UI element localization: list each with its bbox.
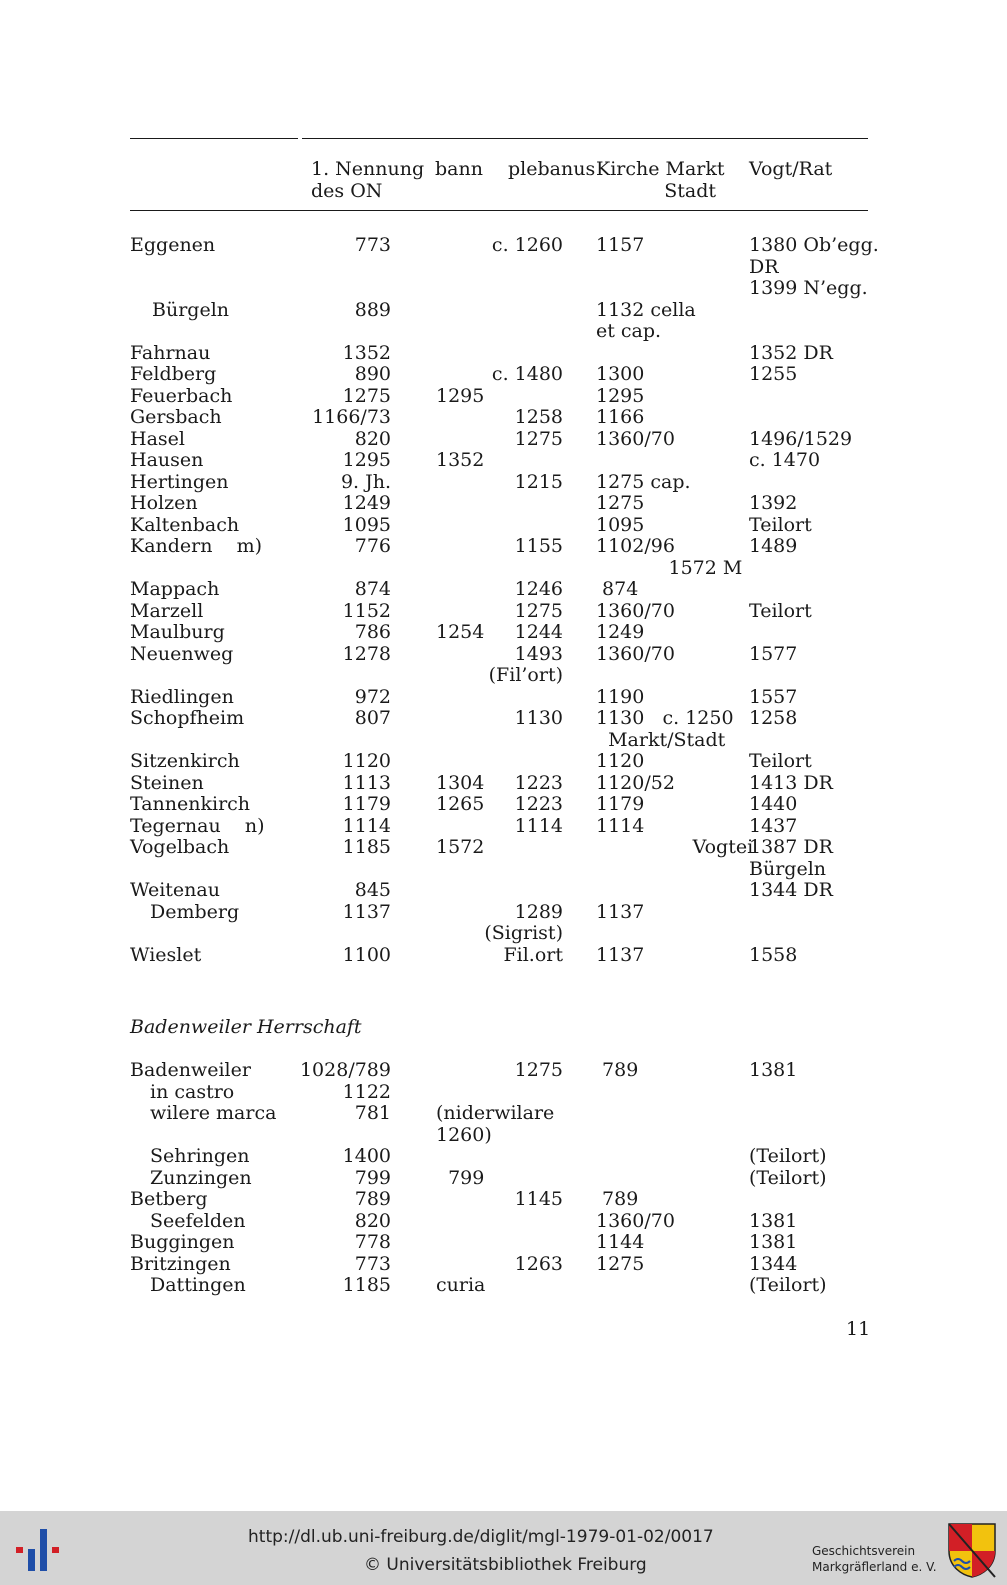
cell-nennung: 773 (354, 1252, 391, 1275)
cell-nennung: 1278 (342, 642, 391, 665)
cell-kirche: 1120 (596, 750, 645, 772)
cell-plebanus: 1275 (514, 427, 563, 450)
cell-bann: 1572 (436, 836, 485, 858)
cell-name: Hertingen (130, 470, 229, 493)
cell-nennung: 789 (354, 1188, 391, 1210)
cell-plebanus: 1155 (514, 535, 563, 557)
cell-nennung: 773 (354, 234, 391, 256)
footer-bar (0, 1511, 1007, 1585)
cell-name: Sehringen (150, 1145, 250, 1167)
cell-plebanus: 1258 (514, 406, 563, 428)
cell-name: Demberg (150, 900, 240, 923)
cell-nennung: 781 (354, 1102, 391, 1124)
cell-nennung: 1114 (342, 814, 391, 837)
cell-vogt: 1387 DR (749, 836, 833, 858)
cell-name: Vogelbach (130, 836, 230, 858)
cell-name: Hausen (130, 449, 204, 471)
cell-nennung: 1100 (342, 943, 391, 966)
cell-nennung: 890 (354, 363, 391, 385)
cell-name: Mappach (130, 578, 220, 600)
cell-kirche: 1130 c. 1250 (596, 707, 734, 729)
cell-bann: 799 (436, 1166, 485, 1189)
cell-kirche: 1157 (596, 234, 645, 256)
cell-kirche: 1360/70 (596, 642, 675, 665)
cell-vogt: 1496/1529 (749, 427, 853, 450)
cell-name: Gersbach (130, 406, 222, 428)
coat-of-arms-icon (946, 1521, 998, 1579)
cell-plebanus: c. 1260 (491, 234, 563, 256)
footer-url[interactable]: http://dl.ub.uni-freiburg.de/diglit/mgl-1979-01-02/0017 (248, 1527, 714, 1547)
cell-plebanus: 1244 (514, 621, 563, 643)
cell-kirche: 1144 (596, 1231, 645, 1253)
cell-bann: curia (436, 1274, 486, 1296)
cell-bann: 1260) (436, 1123, 492, 1146)
cell-nennung: 845 (354, 879, 391, 901)
cell-plebanus: c. 1480 (491, 363, 563, 385)
cell-vogt: 1344 (749, 1252, 798, 1275)
cell-nennung: 778 (354, 1231, 391, 1253)
cell-nennung: 820 (354, 1209, 391, 1232)
cell-kirche: 1095 (596, 513, 645, 536)
cell-vogt: 1381 (749, 1231, 798, 1253)
cell-vogt: 1380 Ob’egg. (749, 234, 879, 256)
cell-name: Betberg (130, 1188, 208, 1210)
cell-name: Sitzenkirch (130, 750, 240, 772)
cell-kirche: 1132 cella (596, 298, 696, 321)
cell-bann: 1295 (436, 384, 485, 407)
cell-name: Weitenau (130, 879, 220, 901)
cell-kirche: 1360/70 (596, 599, 675, 622)
cell-kirche: 1179 (596, 793, 645, 815)
footer-copyright: © Universitätsbibliothek Freiburg (364, 1555, 647, 1575)
cell-plebanus: (Fil’ort) (488, 664, 563, 686)
cell-kirche: 1295 (596, 384, 645, 407)
cell-kirche: 1275 cap. (596, 470, 691, 493)
cell-kirche: 874 (596, 578, 639, 600)
footer-society: Geschichtsverein Markgräflerland e. V. (812, 1544, 937, 1574)
cell-kirche: 1275 (596, 1252, 645, 1275)
cell-kirche: 1190 (596, 685, 645, 708)
header-rule (130, 210, 868, 211)
header-kirche-markt: Kirche Markt (596, 158, 725, 180)
top-rule-right (302, 138, 868, 139)
cell-nennung: 1249 (342, 492, 391, 514)
cell-plebanus: 1223 (514, 771, 563, 794)
cell-vogt: Teilort (749, 599, 812, 622)
cell-nennung: 874 (354, 578, 391, 600)
cell-plebanus: 1215 (514, 470, 563, 493)
top-rule-left (130, 138, 298, 139)
cell-nennung: 1275 (342, 384, 391, 407)
cell-nennung: 1095 (342, 513, 391, 536)
cell-bann: 1265 (436, 793, 485, 815)
cell-kirche: 1300 (596, 363, 645, 385)
cell-vogt: 1437 (749, 814, 798, 837)
cell-plebanus: 1275 (514, 1059, 563, 1081)
cell-kirche: 1572 M (596, 556, 743, 579)
cell-vogt: DR (749, 255, 779, 278)
cell-plebanus: (Sigrist) (484, 922, 563, 944)
cell-name: Kandern m) (130, 535, 263, 557)
cell-name: Neuenweg (130, 642, 234, 665)
cell-kirche: 1166 (596, 406, 645, 428)
cell-vogt: 1440 (749, 793, 798, 815)
cell-nennung: 972 (354, 685, 391, 708)
cell-name: Holzen (130, 492, 198, 514)
cell-plebanus: Fil.ort (503, 943, 563, 966)
cell-nennung: 9. Jh. (340, 470, 391, 493)
cell-name: Dattingen (150, 1274, 246, 1296)
cell-kirche: 1114 (596, 814, 645, 837)
cell-nennung: 820 (354, 427, 391, 450)
cell-nennung: 1185 (342, 1274, 391, 1296)
cell-bann: 1254 (436, 621, 485, 643)
cell-nennung: 1028/789 (299, 1059, 391, 1081)
header-plebanus: plebanus (508, 158, 596, 180)
cell-kirche: 789 (596, 1188, 639, 1210)
cell-nennung: 1179 (342, 793, 391, 815)
cell-nennung: 1137 (342, 900, 391, 923)
header-stadt: Stadt (664, 180, 716, 202)
cell-nennung: 1352 (342, 341, 391, 364)
cell-kirche: 1102/96 (596, 535, 675, 557)
cell-name: Schopfheim (130, 707, 245, 729)
cell-kirche: 1275 (596, 492, 645, 514)
cell-name: Tannenkirch (130, 793, 251, 815)
cell-name: Wieslet (130, 943, 202, 966)
cell-plebanus: 1114 (514, 814, 563, 837)
cell-vogt: 1381 (749, 1209, 798, 1232)
cell-name: Maulburg (130, 621, 225, 643)
cell-vogt: 1392 (749, 492, 798, 514)
cell-name: Tegernau n) (130, 814, 265, 837)
cell-plebanus: 1289 (514, 900, 563, 923)
cell-vogt: (Teilort) (749, 1274, 827, 1296)
cell-vogt: 1381 (749, 1059, 798, 1081)
cell-plebanus: 1246 (514, 578, 563, 600)
header-vogt: Vogt/Rat (749, 158, 833, 180)
cell-vogt: (Teilort) (749, 1145, 827, 1167)
cell-nennung: 1113 (342, 771, 391, 794)
cell-vogt: 1413 DR (749, 771, 833, 794)
cell-kirche: 1137 (596, 943, 645, 966)
library-logo-icon (14, 1525, 64, 1575)
cell-vogt: 1255 (749, 363, 798, 385)
cell-vogt: Teilort (749, 513, 812, 536)
cell-bann: 1304 (436, 771, 485, 794)
cell-plebanus: 1145 (514, 1188, 563, 1210)
cell-kirche: Markt/Stadt (596, 728, 726, 751)
cell-name: Marzell (130, 599, 204, 622)
cell-vogt: 1577 (749, 642, 798, 665)
cell-name: Kaltenbach (130, 513, 240, 536)
cell-plebanus: 1223 (514, 793, 563, 815)
section-title: Badenweiler Herrschaft (130, 1016, 362, 1038)
cell-name: Seefelden (150, 1209, 246, 1232)
cell-nennung: 1400 (342, 1145, 391, 1167)
cell-kirche: Vogtei (596, 836, 754, 858)
cell-vogt: (Teilort) (749, 1166, 827, 1189)
cell-vogt: 1352 DR (749, 341, 833, 364)
header-nennung: 1. Nennung des ON (311, 158, 425, 202)
cell-name: Buggingen (130, 1231, 235, 1253)
cell-name: wilere marca (150, 1102, 277, 1124)
cell-vogt: Bürgeln (749, 857, 827, 880)
cell-name: Zunzingen (150, 1166, 252, 1189)
cell-vogt: 1258 (749, 707, 798, 729)
cell-nennung: 889 (354, 298, 391, 321)
cell-name: Feuerbach (130, 384, 233, 407)
cell-name: Britzingen (130, 1252, 231, 1275)
cell-kirche: 789 (596, 1059, 639, 1081)
cell-name: Hasel (130, 427, 185, 450)
cell-bann: (niderwilare (436, 1102, 555, 1124)
page-number: 11 (846, 1318, 871, 1340)
cell-name: Riedlingen (130, 685, 234, 708)
cell-name: Steinen (130, 771, 204, 794)
cell-plebanus: 1263 (514, 1252, 563, 1275)
cell-nennung: 1185 (342, 836, 391, 858)
cell-name: Bürgeln (152, 298, 230, 321)
cell-name: Badenweiler (130, 1059, 251, 1081)
cell-nennung: 1120 (342, 750, 391, 772)
cell-nennung: 1166/73 (312, 406, 391, 428)
cell-kirche: 1120/52 (596, 771, 675, 794)
cell-nennung: 799 (354, 1166, 391, 1189)
cell-vogt: c. 1470 (749, 449, 821, 471)
cell-plebanus: 1493 (514, 642, 563, 665)
cell-kirche: 1137 (596, 900, 645, 923)
header-bann: bann (435, 158, 483, 180)
cell-nennung: 1122 (342, 1080, 391, 1103)
cell-name: Feldberg (130, 363, 217, 385)
cell-nennung: 776 (354, 535, 391, 557)
cell-plebanus: 1130 (514, 707, 563, 729)
cell-vogt: 1344 DR (749, 879, 833, 901)
cell-nennung: 786 (354, 621, 391, 643)
cell-vogt: 1399 N’egg. (749, 277, 868, 299)
cell-plebanus: 1275 (514, 599, 563, 622)
cell-kirche: 1360/70 (596, 1209, 675, 1232)
cell-kirche: 1249 (596, 621, 645, 643)
cell-name: in castro (150, 1080, 235, 1103)
cell-bann: 1352 (436, 449, 485, 471)
cell-name: Fahrnau (130, 341, 211, 364)
cell-vogt: 1558 (749, 943, 798, 966)
cell-nennung: 807 (354, 707, 391, 729)
cell-kirche: 1360/70 (596, 427, 675, 450)
cell-vogt: 1489 (749, 535, 798, 557)
cell-nennung: 1295 (342, 449, 391, 471)
cell-nennung: 1152 (342, 599, 391, 622)
cell-vogt: Teilort (749, 750, 812, 772)
cell-name: Eggenen (130, 234, 216, 256)
cell-vogt: 1557 (749, 685, 798, 708)
cell-kirche: et cap. (596, 320, 662, 342)
